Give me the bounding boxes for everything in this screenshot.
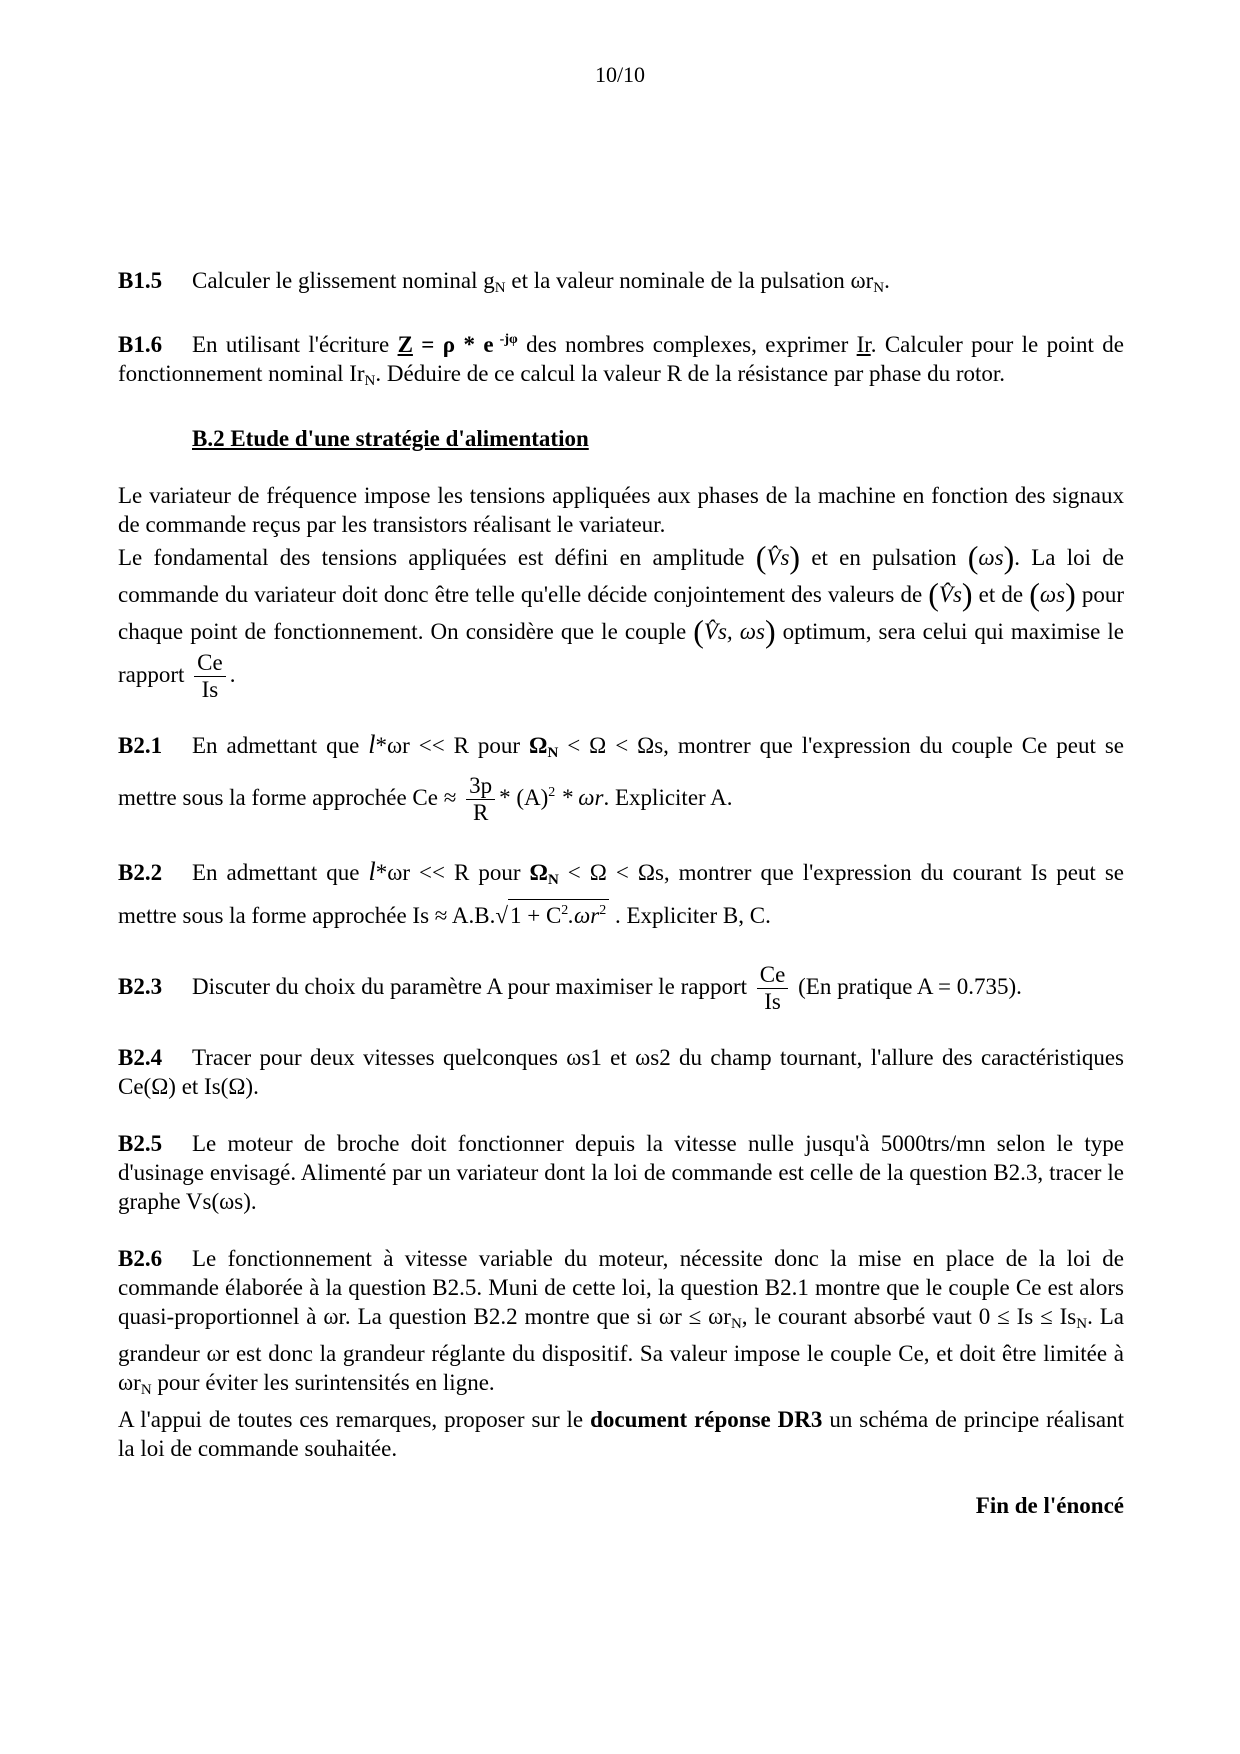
complex-z: Z <box>397 332 413 357</box>
document-body <box>118 266 1124 1520</box>
question-label: B2.4 <box>118 1045 163 1071</box>
complex-ir: Ir <box>856 332 871 357</box>
document-reference: document réponse DR3 <box>590 1407 823 1433</box>
fraction-3p-r: $\frac{3p}{R}$ <box>466 773 495 826</box>
question-label: B1.5 <box>118 268 163 293</box>
question-b2-6: B2.6 Le fonctionnement à vitesse variable du moteur, nécessite donc la mise en place de la loi de commande élaborée à la question B2.5. Muni de cette loi, la question B2.1 montre que le couple Ce est alors quasi-proportionnel à ωr. La question B2.2 montre que si $\omega r \le \omega r_N$, le courant absorbé vaut $0 \le Is \le Is_N$. La grandeur ωr est donc la grandeur réglante du dispositif. Sa valeur impose le couple Ce, et doit être limitée à $\omega r_N$ pour éviter les surintensités en ligne. <box>118 1246 1124 1399</box>
question-b2-6-conclusion: A l'appui de toutes ces remarques, proposer sur le document réponse DR3 un schéma de principe réalisant la loi de commande souhaitée. <box>118 1407 1124 1462</box>
question-label: B2.5 <box>118 1131 163 1157</box>
section-title: B.2 Etude d'une stratégie d'alimentation <box>192 426 589 451</box>
intro-paragraph-1: Le variateur de fréquence impose les tensions appliquées aux phases de la machine en fonction des signaux de commande reçus par les transistors réalisant le variateur. <box>118 483 1124 537</box>
end-of-statement: Fin de l'énoncé <box>975 1493 1124 1519</box>
question-label: B2.2 <box>118 860 163 886</box>
question-label: B2.6 <box>118 1246 163 1272</box>
question-b2-5: B2.5 Le moteur de broche doit fonctionner depuis la vitesse nulle jusqu'à 5000trs/mn selon le type d'usinage envisagé. Alimenté par un variateur dont la loi de commande est celle de la question B2.3, tracer le graphe Vs(ωs). <box>118 1131 1124 1215</box>
intro-paragraph-2: Le fondamental des tensions appliquées est défini en amplitude (V̂s) et en pulsation (ωs). La loi de commande du variateur doit donc être telle qu'elle décide conjointement des valeurs de (V̂s) et de (ωs) pour chaque point de fonctionnement. On considère que le couple (V̂s, ωs) optimum, sera celui qui maximise le rapport $\frac{Ce}{Is}$ . <box>118 539 1125 702</box>
question-b1-6: B1.6 En utilisant l'écriture Z = ρ * e $^{-j\varphi}$ des nombres complexes, exprimer Ir. Calculer pour le point de fonctionnement nominal $Ir_N$. Déduire de ce calcul la valeur R de la résistance par phase du rotor. <box>118 332 1125 389</box>
square-root: $1 + C^2.\omega r^2$ <box>508 899 609 927</box>
question-b2-2: B2.2 En admettant que l*ωr << R pour $\Omega_N < \Omega < \Omega s$, montrer que l'expression du courant Is peut se mettre sous la forme approchée $Is \approx A.B.√1 + C^2.\omega r^2$ . Expliciter B, C. <box>118 857 1124 929</box>
question-label: B2.3 <box>118 974 163 999</box>
question-label: B2.1 <box>118 733 163 758</box>
question-label: B1.6 <box>118 332 163 357</box>
fraction-ce-is: $\frac{Ce}{Is}$ <box>194 650 226 703</box>
question-b1-5: B1.5 Calculer le glissement nominal $g_N$ et la valeur nominale de la pulsation $\omega r_N$. <box>118 268 890 296</box>
question-b2-1: B2.1 En admettant que l*ωr << R pour $\Omega_N < \Omega < \Omega s$, montrer que l'expression du couple Ce peut se mettre sous la forme approchée Ce ≈ $\frac{3p}{R}$ * $(A)^2$ * ωr. Expliciter A. <box>118 725 1124 826</box>
question-b2-4: B2.4 Tracer pour deux vitesses quelconques ωs1 et ωs2 du champ tournant, l'allure des caractéristiques Ce(Ω) et Is(Ω). <box>118 1045 1124 1100</box>
page-number: 10/10 <box>594 62 646 87</box>
fraction-ce-is: $\frac{Ce}{Is}$ <box>757 962 789 1015</box>
question-b2-3: B2.3 Discuter du choix du paramètre A pour maximiser le rapport $\frac{Ce}{Is}$ (En pratique A = 0.735). <box>118 962 1022 1015</box>
